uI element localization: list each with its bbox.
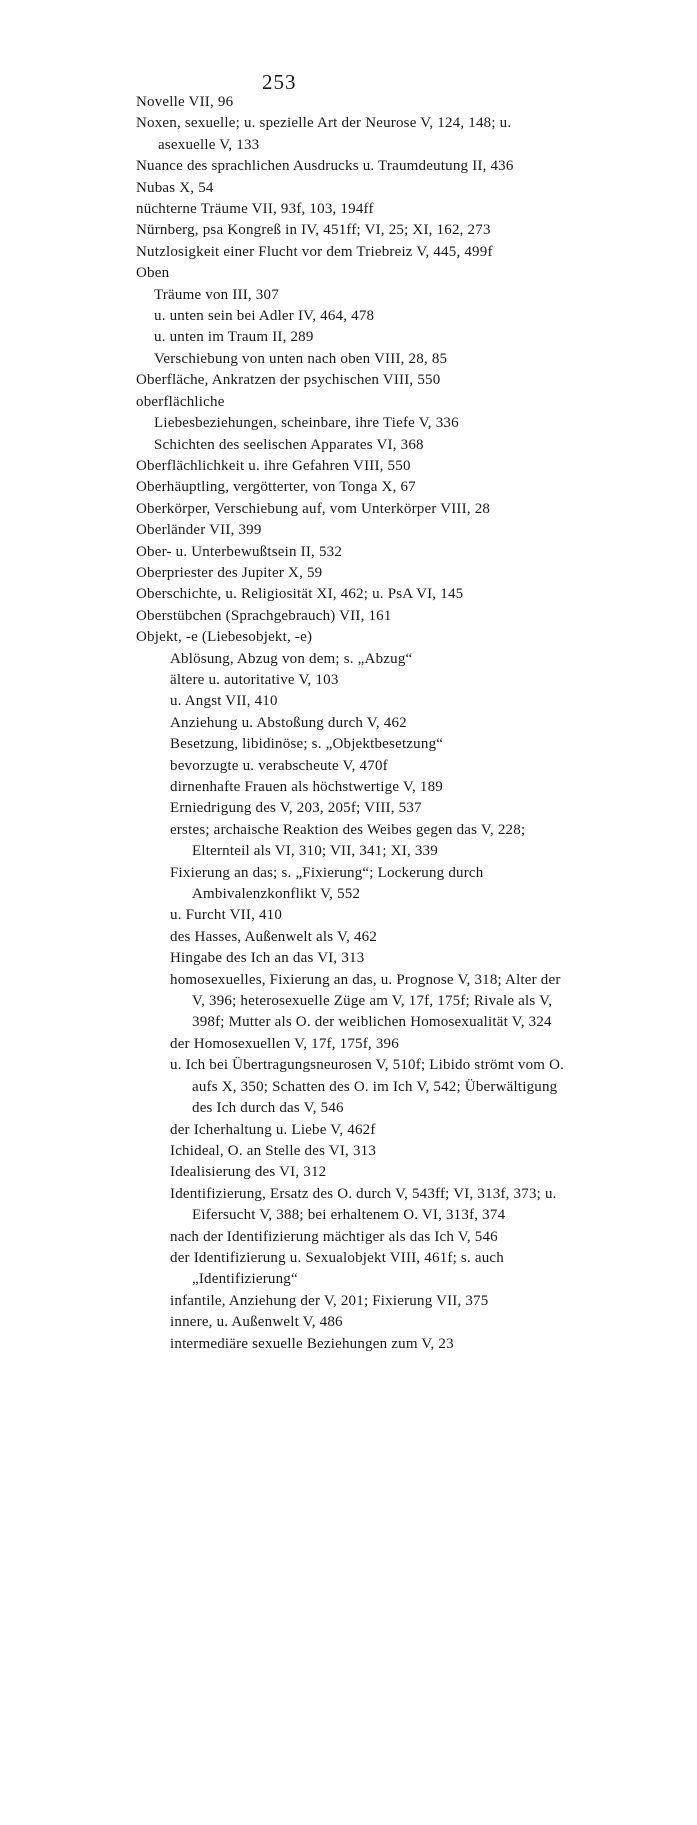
index-entry: Ober- u. Unterbewußtsein II, 532: [136, 543, 343, 560]
index-subentry: u. Ich bei Übertragungsneurosen V, 510f; Libido strömt vom O. aufs X, 350; Schatten des O. im Ich V, 542; Überwältigung des Ich durch das V, 546: [170, 1057, 565, 1117]
index-entry: Nutzlosigkeit einer Flucht vor dem Triebreiz V, 445, 499f: [136, 243, 493, 260]
index-subentry: der Identifizierung u. Sexualobjekt VIII, 461f; s. auch „Identifizierung“: [170, 1249, 504, 1288]
index-entry: oberflächliche: [136, 393, 225, 410]
index-entry: Objekt, -e (Liebesobjekt, -e): [136, 629, 313, 646]
index-subentry: nach der Identifizierung mächtiger als das Ich V, 546: [170, 1228, 498, 1245]
index-subentry: ältere u. autoritative V, 103: [170, 671, 339, 688]
index-entry: Oberflächlichkeit u. ihre Gefahren VIII, 550: [136, 457, 411, 474]
index-subentry: dirnenhafte Frauen als höchstwertige V, 189: [170, 779, 443, 795]
index-subentry: Schichten des seelischen Apparates VI, 368: [154, 436, 424, 453]
index-subentry: u. Angst VII, 410: [170, 693, 278, 710]
index-subentry: Verschiebung von unten nach oben VIII, 28, 85: [154, 350, 448, 367]
index-subentry: infantile, Anziehung der V, 201; Fixierung VII, 375: [170, 1292, 489, 1309]
index-entry: nüchterne Träume VII, 93f, 103, 194ff: [136, 201, 374, 218]
index-entry: Nürnberg, psa Kongreß in IV, 451ff; VI, 25; XI, 162, 273: [136, 222, 491, 239]
index-subentry: u. unten im Traum II, 289: [154, 329, 314, 346]
index-entry: Oberländer VII, 399: [136, 522, 262, 539]
index-entry: Oberstübchen (Sprachgebrauch) VII, 161: [136, 607, 392, 624]
index-subentry: Anziehung u. Abstoßung durch V, 462: [170, 714, 407, 731]
index-entry: Oberschichte, u. Religiosität XI, 462; u. PsA VI, 145: [136, 586, 464, 603]
index-subentry: Besetzung, libidinöse; s. „Objektbesetzung“: [170, 736, 444, 753]
index-subentry: des Hasses, Außenwelt als V, 462: [170, 928, 378, 945]
index-subentry: intermediäre sexuelle Beziehungen zum V, 23: [170, 1335, 454, 1352]
index-subentry: Ichideal, O. an Stelle des VI, 313: [170, 1142, 377, 1159]
index-subentry: erstes; archaische Reaktion des Weibes gegen das V, 228; Elternteil als VI, 310; VII, 341; XI, 339: [170, 821, 526, 860]
index-subentry: Idealisierung des VI, 312: [170, 1164, 327, 1181]
index-entry: Nubas X, 54: [136, 179, 214, 196]
index-subentry: u. Furcht VII, 410: [170, 907, 283, 924]
index-subentry: homosexuelles, Fixierung an das, u. Prognose V, 318; Alter der V, 396; heterosexuelle Züge am V, 17f, 175f; Rivale als V, 398f; Mutter als O. der weiblichen Homosexualität V, 324: [170, 971, 561, 1031]
index-subentry: der Homosexuellen V, 17f, 175f, 396: [170, 1035, 399, 1052]
index-subentry: Erniedrigung des V, 203, 205f; VIII, 537: [170, 800, 422, 817]
index-subentry: Hingabe des Ich an das VI, 313: [170, 950, 365, 967]
index-subentry: der Icherhaltung u. Liebe V, 462f: [170, 1121, 376, 1138]
index-subentry: u. unten sein bei Adler IV, 464, 478: [154, 308, 375, 325]
index-entry: Oberpriester des Jupiter X, 59: [136, 564, 323, 581]
index-subentry: Träume von III, 307: [154, 286, 279, 303]
index-subentry: Ablösung, Abzug von dem; s. „Abzug“: [170, 650, 413, 667]
index-entry: Novelle VII, 96: [136, 94, 234, 110]
index-subentry: innere, u. Außenwelt V, 486: [170, 1314, 343, 1331]
index-entry: Oberhäuptling, vergötterter, von Tonga X, 67: [136, 479, 416, 496]
index-entry: Oberkörper, Verschiebung auf, vom Unterkörper VIII, 28: [136, 500, 491, 517]
index-entry: Nuance des sprachlichen Ausdrucks u. Traumdeutung II, 436: [136, 158, 514, 175]
index-entry: Oben: [136, 265, 170, 282]
index-entry: Noxen, sexuelle; u. spezielle Art der Neurose V, 124, 148; u. asexuelle V, 133: [136, 115, 512, 153]
index-subentry: bevorzugte u. verabscheute V, 470f: [170, 757, 388, 774]
index-entry-list: [136, 92, 566, 1355]
page-number: 253: [262, 70, 297, 94]
index-subentry: Liebesbeziehungen, scheinbare, ihre Tiefe V, 336: [154, 415, 459, 432]
index-entry: Oberfläche, Ankratzen der psychischen VIII, 550: [136, 372, 441, 389]
index-subentry: Identifizierung, Ersatz des O. durch V, 543ff; VI, 313f, 373; u. Eifersucht V, 388; bei erhaltenem O. VI, 313f, 374: [170, 1185, 557, 1224]
index-subentry: Fixierung an das; s. „Fixierung“; Lockerung durch Ambivalenzkonflikt V, 552: [170, 864, 484, 903]
